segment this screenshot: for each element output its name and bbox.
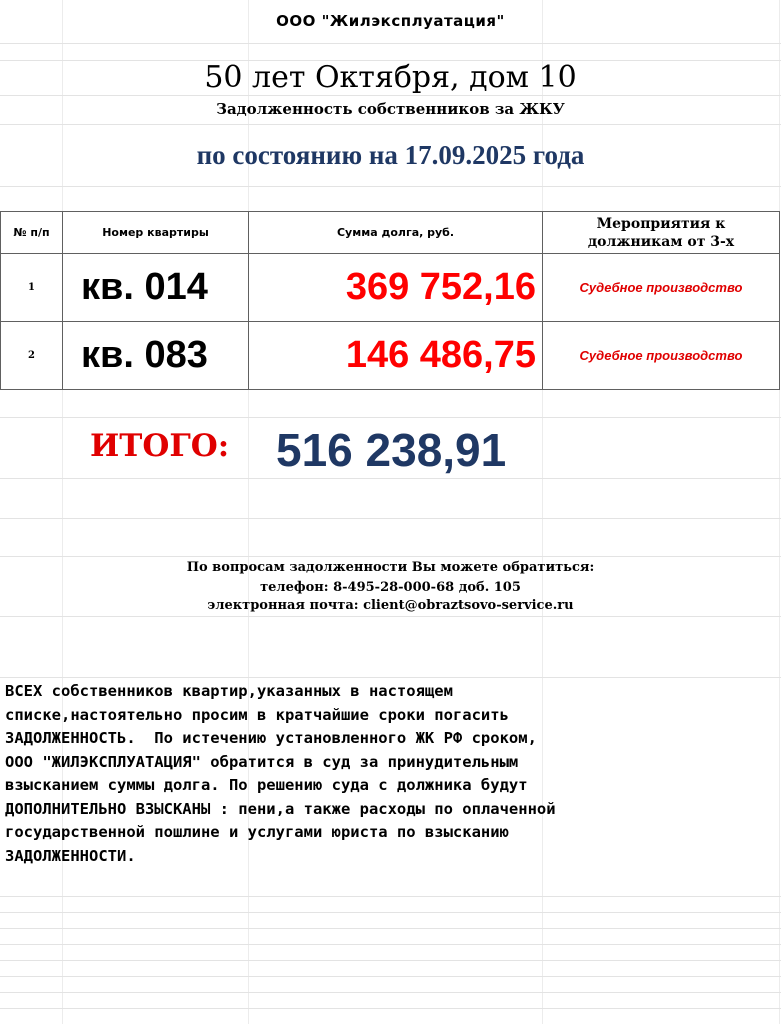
debt-measure: Судебное производство: [543, 322, 780, 390]
as-of-date: по состоянию на 17.09.2025 года: [196, 140, 585, 170]
notice-line: ДОПОЛНИТЕЛЬНО ВЗЫСКАНЫ : пени,а также расходы по оплаченной: [5, 799, 556, 818]
header-amount: Сумма долга, руб.: [249, 212, 543, 254]
header-number: № п/п: [1, 212, 63, 254]
notice-line: ВСЕХ собственников квартир,указанных в настоящем: [5, 682, 453, 700]
notice-line: ЗАДОЛЖЕННОСТИ.: [5, 846, 136, 865]
debt-amount: 369 752,16: [249, 254, 543, 322]
building-address: 50 лет Октября, дом 10: [204, 60, 577, 95]
apartment-number: кв. 083: [63, 322, 249, 390]
header-measures-line-2: должникам от 3-х: [587, 233, 735, 250]
notice-line: ООО "ЖИЛЭКСПЛУАТАЦИЯ" обратится в суд за принудительным: [5, 752, 519, 771]
total-label: ИТОГО:: [90, 428, 230, 464]
notice-line: списке,настоятельно просим в кратчайшие сроки погасить: [5, 705, 509, 724]
row-number: 2: [1, 322, 63, 390]
contact-email: электронная почта: client@obraztsovo-service.ru: [207, 598, 574, 613]
header-apartment: Номер квартиры: [63, 212, 249, 254]
contact-phone: телефон: 8-495-28-000-68 доб. 105: [260, 580, 521, 595]
notice-line: государственной пошлине и услугами юриста по взысканию: [5, 823, 509, 841]
apartment-number: кв. 014: [63, 254, 249, 322]
header-measures-line-1: Мероприятия к: [596, 215, 726, 232]
total-value: 516 238,91: [276, 424, 507, 476]
document-subtitle: Задолженность собственников за ЖКУ: [216, 100, 565, 118]
table-row: [1, 254, 780, 322]
contact-intro: По вопросам задолженности Вы можете обратиться:: [186, 560, 595, 575]
notice-line: ЗАДОЛЖЕННОСТЬ. По истечению установленного ЖК РФ сроком,: [5, 729, 537, 747]
row-number: 1: [1, 254, 63, 322]
debt-notice: [5, 680, 781, 868]
notice-line: взысканием суммы долга. По решению суда с должника будут: [5, 776, 528, 794]
table-row: [1, 322, 780, 390]
debt-table: [0, 211, 780, 390]
debt-amount: 146 486,75: [249, 322, 543, 390]
header-measures: [543, 212, 780, 254]
table-header-row: [1, 212, 780, 254]
debt-measure: Судебное производство: [543, 254, 780, 322]
company-name: ООО "Жилэксплуатация": [276, 12, 505, 30]
